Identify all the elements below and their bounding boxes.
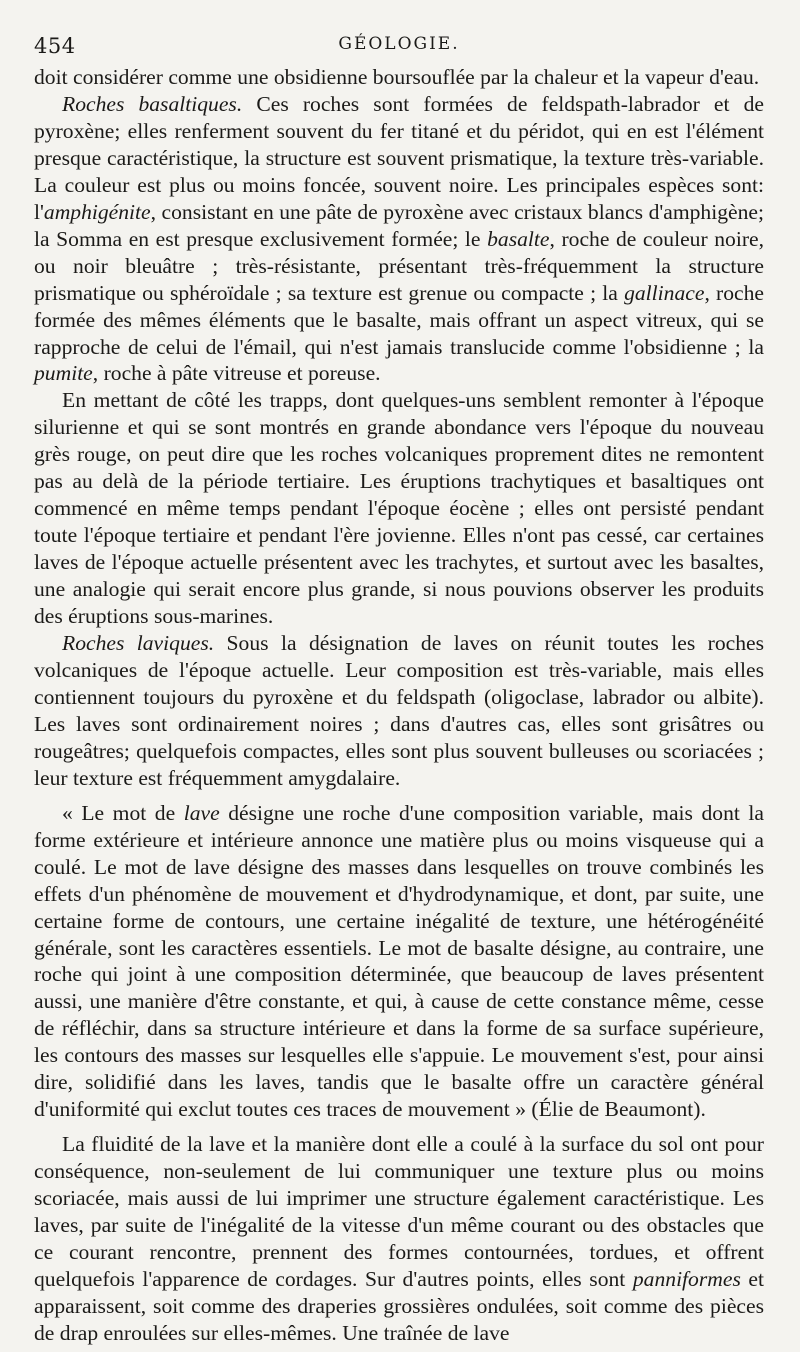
text-run: , consistant en une pâte de pyroxène avec cristaux blancs d'amphigène; la Somma en est presque exclusivement formée; le: [34, 199, 764, 251]
text-run: , roche formée des mêmes éléments que le basalte, mais offrant un aspect vitreux, qui se rapproche de celui de l'émail, qui n'est jamais translucide comme l'obsidienne ; la: [34, 280, 764, 359]
text-run: , roche de couleur noire, ou noir bleuâtre ; très-résistante, présentant très-fréquemment la structure prismatique ou sphéroïdale ; sa texture est grenue ou compacte ; la: [34, 226, 765, 305]
text-run: , roche à pâte vitreuse et poreuse.: [92, 361, 381, 386]
paragraph-roches-basaltiques: [34, 91, 764, 387]
term-gallinace: gallinace: [624, 280, 705, 305]
page-header: [34, 30, 764, 58]
paragraph-fluidite-lave: [34, 1131, 764, 1347]
body-text: [34, 64, 764, 1347]
text-run: Sous la désignation de laves on réunit toutes les roches volcaniques de l'époque actuelle. Leur composition est très-variable, mais elles contiennent toujours du pyroxène et du feldspath (oligoclase, labrador ou albite). Les laves sont ordinairement noires ; dans d'autres cas, elles sont grisâtres ou rougeâtres; quelquefois compactes, elles sont plus souvent bulleuses ou scoriacées ; leur texture est fréquemment amygdalaire.: [34, 631, 764, 790]
text-run: désigne une roche d'une composition variable, mais dont la forme extérieure et intérieure annonce une matière plus ou moins visqueuse qui a coulé. Le mot de lave désigne des masses dans lesquelles on trouve combinés les effets d'un phénomène de mouvement et d'hydrodynamique, et dont, par suite, une certaine forme de contours, une certaine inégalité de texture, une hétérogénéité générale, sont les caractères essentiels. Le mot de basalte désigne, au contraire, une roche qui joint à une composition déterminée, que beaucoup de laves présentent aussi, une manière d'être constante, et qui, à cause de cette constance même, cesse de réfléchir, dans sa structure intérieure et dans la forme de sa surface supérieure, les contours des masses sur lesquelles elle s'appuie. Le mouvement s'est, pour ainsi dire, solidifié dans les laves, tandis que le basalte offre un caractère général d'uniformité qui exclut toutes ces traces de mouvement » (Élie de Beaumont).: [34, 800, 764, 1122]
text-run: La fluidité de la lave et la manière dont elle a coulé à la surface du sol ont pour conséquence, non-seulement de lui communiquer une texture plus ou moins scoriacée, mais aussi de lui imprimer une structure également caractéristique. Les laves, par suite de l'inégalité de la vitesse d'un même courant ou des obstacles que ce courant rencontre, prennent des formes contournées, tordues, et offrent quelquefois l'apparence de cordages. Sur d'autres points, elles sont: [34, 1132, 764, 1291]
text-run: « Le mot de: [62, 800, 184, 825]
paragraph-obsidienne-end: [34, 64, 764, 91]
paragraph-roches-laviques: [34, 630, 764, 792]
section-lead-roches-laviques: Roches laviques.: [62, 631, 215, 656]
page-number: 454: [34, 34, 76, 58]
running-title: GÉOLOGIE.: [338, 34, 460, 54]
text-run: Ces roches sont formées de feldspath-labrador et de pyroxène; elles renferment souvent du fer titané et du péridot, qui en est l'élément presque caractéristique, la structure est souvent prismatique, la texture très-variable. La couleur est plus ou moins foncée, souvent noire. Les principales espèces sont: l': [34, 91, 764, 224]
paragraph-trapps: [34, 387, 764, 630]
text-run: doit considérer comme une obsidienne boursouflée par la chaleur et la vapeur d'eau.: [34, 65, 760, 89]
paragraph-quotation-beaumont: [34, 800, 764, 1123]
term-pumite: pumite: [34, 361, 93, 386]
text-run: En mettant de côté les trapps, dont quelques-uns semblent remonter à l'époque silurienne et qui se sont montrés en grande abondance vers l'époque du nouveau grès rouge, on peut dire que les roches volcaniques proprement dites ne remontent pas au delà de la période tertiaire. Les éruptions trachytiques et basaltiques ont commencé en même temps pendant l'époque éocène ; elles ont persisté pendant toute l'époque tertiaire et pendant l'ère jovienne. Elles n'ont pas cessé, car certaines laves de l'époque actuelle présentent avec les trachytes, et surtout avec les basaltes, une analogie qui serait encore plus grande, si nous pouvions observer les produits des éruptions sous-marines.: [34, 388, 764, 629]
term-basalte: basalte: [487, 226, 550, 251]
term-amphigenite: amphigénite: [43, 199, 151, 224]
term-panniformes: panniformes: [632, 1266, 741, 1291]
term-lave: lave: [183, 800, 220, 825]
text-run: et apparaissent, soit comme des draperies grossières ondulées, soit comme des pièces de drap enroulées sur elles-mêmes. Une traînée de lave: [34, 1266, 765, 1345]
section-lead-roches-basaltiques: Roches basaltiques.: [62, 91, 243, 116]
